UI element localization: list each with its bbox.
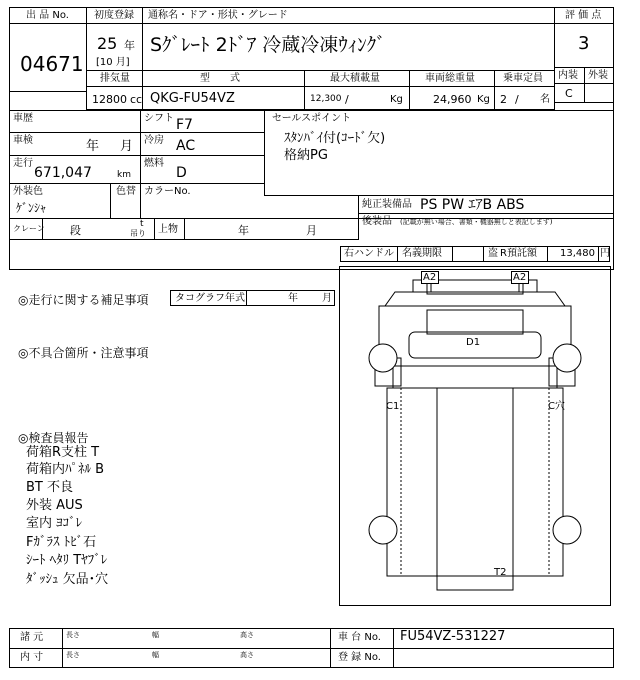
shift-label: シフト [144, 113, 174, 124]
ac-value: AC [176, 138, 196, 154]
color-change-label: 色替 [116, 186, 136, 197]
tachograph-month: 月 [322, 293, 332, 304]
sales-point-1: ｽﾀﾝﾊﾞｲ付(ｺｰﾄﾞ欠) [284, 131, 386, 146]
report-line: ﾀﾞｯｼｭ 欠品･穴 [26, 572, 109, 587]
load-slash: / [345, 93, 349, 106]
load-label: 最大積載量 [330, 73, 380, 84]
truck-diagram [339, 266, 611, 606]
weight-value: 24,960 [433, 93, 472, 106]
history-label: 車歴 [13, 113, 33, 124]
equipment-value: PS PW ｴｱB ABS [420, 197, 525, 213]
damage-code-c-hole: C穴 [548, 401, 565, 412]
tachograph-label: タコグラフ年式 [175, 293, 245, 304]
name-expiry-box [452, 246, 484, 262]
equipment-label: 純正装備品 [362, 199, 412, 210]
reg-label: 初度登録 [94, 10, 134, 21]
damage-code-a2-left: A2 [423, 272, 437, 283]
aftermarket-note: (記載が無い場合、書類・機器無しと表記します) [400, 218, 553, 226]
inspection-year: 年 [86, 139, 100, 154]
spec-label: 諸 元 [20, 632, 44, 643]
damage-code-d1: D1 [466, 337, 481, 348]
aftermarket-label: 後装品 [362, 216, 392, 227]
theft-label: 盗 [488, 248, 498, 259]
upper-label: 上物 [158, 224, 178, 235]
damage-code-c1: C1 [386, 401, 400, 412]
damage-code-a2-right: A2 [513, 272, 527, 283]
registration-label: 登 録 No. [338, 652, 381, 663]
capacity-value: 2 [500, 93, 507, 106]
recycle-label: R預託額 [500, 248, 537, 259]
fuel-label: 燃料 [144, 158, 164, 169]
inspection-label: 車検 [13, 135, 33, 146]
recycle-unit: 円 [600, 248, 610, 259]
report-line: BT 不良 [26, 480, 73, 495]
report-line: Fｶﾞﾗｽ ﾄﾋﾞ石 [26, 535, 97, 550]
model-value: QKG-FU54VZ [150, 91, 235, 106]
exterior-label: 外装 [588, 70, 608, 81]
crane-lift: 吊り [130, 229, 146, 238]
report-line: 室内 ﾖｺﾞﾚ [26, 516, 83, 531]
weight-unit: Kg [477, 94, 490, 105]
crane-ton: t [140, 219, 144, 229]
upper-year: 年 [238, 224, 249, 237]
model-label: 型 式 [200, 73, 240, 84]
cc-value: 12800 [92, 93, 127, 106]
report-line: 荷箱内ﾊﾟﾈﾙ B [26, 462, 105, 477]
color-value: ｹﾞﾝｼｬ [16, 201, 47, 215]
name-expiry: 名義期限 [402, 248, 442, 259]
reg-year: 25 [97, 34, 118, 53]
interior-grade: C [565, 87, 573, 100]
right-handle: 右ハンドル [344, 248, 394, 259]
sales-point-2: 格納PG [284, 148, 328, 163]
fuel-value: D [176, 165, 187, 181]
reg-month: [10 月] [96, 57, 130, 68]
cc-label: 排気量 [100, 73, 130, 84]
capacity-unit: 名 [540, 94, 550, 105]
vehicle-title: Sｸﾞﾚｰﾄ 2ﾄﾞｱ 冷蔵冷凍ｳｨﾝｸﾞ [150, 34, 386, 56]
name-label: 通称名・ドア・形状・グレード [148, 10, 288, 21]
shift-value: F7 [176, 117, 193, 133]
lot-label: 出 品 No. [26, 10, 69, 21]
cc-unit: cc [130, 93, 143, 106]
crane-stage: 段 [70, 224, 81, 237]
tachograph-year: 年 [288, 293, 298, 304]
mileage-label: 走行 [13, 158, 33, 169]
defect-notes-label: ◎不具合箇所・注意事項 [18, 346, 149, 360]
color-code-label: カラーNo. [144, 186, 191, 197]
mileage-unit: km [117, 170, 131, 180]
size-length-label: 長さ [66, 651, 80, 659]
report-line: 外装 AUS [26, 498, 83, 513]
recycle-value: 13,480 [560, 248, 595, 259]
mileage-value: 671,047 [34, 165, 92, 181]
report-line: ｼｰﾄ ﾍﾀﾘ Tﾔﾌﾞﾚ [26, 553, 108, 568]
capacity-label: 乗車定員 [503, 73, 543, 84]
capacity-slash: / [515, 93, 519, 106]
damage-code-t2: T2 [494, 567, 507, 578]
lot-number: 04671 [20, 52, 84, 76]
load-value: 12,300 [310, 94, 342, 104]
size-height-label: 高さ [240, 651, 254, 659]
chassis-label: 車 台 No. [338, 632, 381, 643]
spec-height-label: 高さ [240, 631, 254, 639]
report-line: 荷箱R支柱 T [26, 445, 100, 460]
color-label: 外装色 [13, 186, 43, 197]
size-width-label: 幅 [152, 651, 159, 659]
load-unit: Kg [390, 94, 403, 105]
reg-year-unit: 年 [124, 39, 135, 52]
weight-label: 車両総重量 [425, 73, 475, 84]
score-label: 評 価 点 [565, 10, 602, 21]
spec-width-label: 幅 [152, 631, 159, 639]
chassis-number: FU54VZ-531227 [400, 629, 506, 644]
spec-length-label: 長さ [66, 631, 80, 639]
interior-label: 内装 [558, 70, 578, 81]
inspection-month: 月 [120, 139, 134, 154]
score-value: 3 [578, 33, 590, 54]
inner-size-label: 内 寸 [20, 652, 44, 663]
crane-label: クレーン [13, 224, 45, 233]
running-notes-label: ◎走行に関する補足事項 [18, 293, 149, 307]
upper-month: 月 [306, 224, 317, 237]
inspector-report-label: ◎検査員報告 [18, 431, 89, 445]
ac-label: 冷房 [144, 135, 164, 146]
sales-label: セールスポイント [272, 113, 352, 124]
